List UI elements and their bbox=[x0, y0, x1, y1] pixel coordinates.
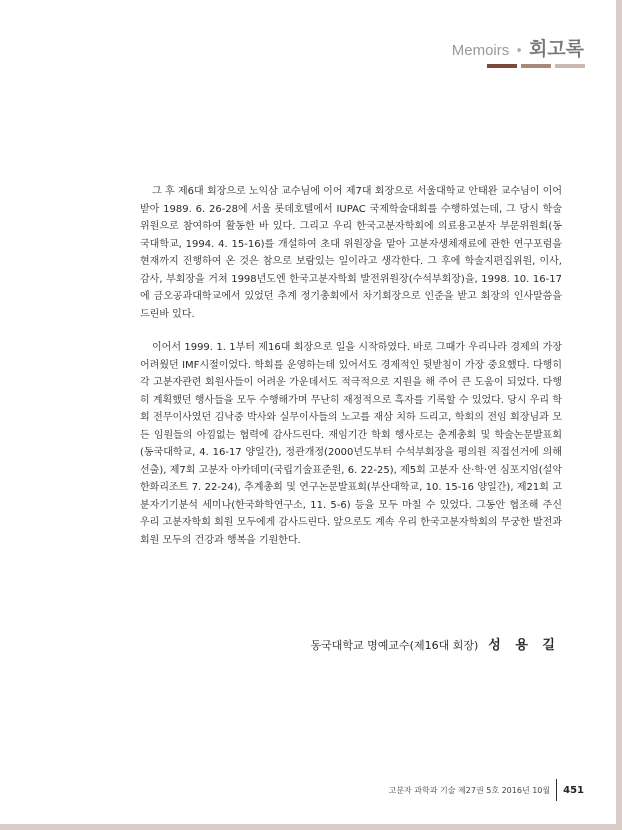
section-title-ko: 회고록 bbox=[528, 38, 584, 60]
publication-info: 고분자 과학과 기술 제27권 5호 2016년 10월 bbox=[388, 785, 551, 795]
header-separator: • bbox=[515, 44, 523, 59]
accent-bar-mid bbox=[521, 64, 551, 68]
page-border-bottom bbox=[0, 824, 622, 830]
author-signature bbox=[311, 634, 560, 653]
header-accent-bars bbox=[487, 64, 585, 68]
author-name: 성 용 길 bbox=[488, 638, 560, 653]
footer-divider bbox=[556, 779, 557, 801]
page-footer bbox=[389, 779, 584, 801]
page-border-right bbox=[616, 0, 622, 830]
paragraph-2: 이어서 1999. 1. 1부터 제16대 회장으로 일을 시작하였다. 바로 그때가 우리나라 경제의 가장 어려웠던 IMF시절이었다. 학회를 운영하는데 있어서도 경제적인 뒷받침이 가장 중요했다. 다행히 각 고분자관련 회원사들이 어려운 가운데서도 적극적으로 지원을 해 주어 큰 도움이 되었다. 다행히 계획했던 행사들을 모두 수행해가며 무난히 재정적으로 흑자를 기록할 수 있었다. 당시 우리 학회 전무이사였던 김낙중 박사와 실무이사들의 노고를 재삼 치하 드리고, 학회의 전임 회장님과 모든 임원들의 아낌없는 협력에 감사드린다. 재임기간 학회 행사로는 춘계총회 및 학술논문발표회(동국대학교, 4. 16-17 양일간), 정관개정(2000년도부터 수석부회장을 평의원 직접선거에 의해 선출), 제7회 고분자 아카데미(국립기술표준원, 6. 22-25), 제5회 고분자 산·학·연 심포지엄(설악 한화리조트 7. 22-24), 추계총회 및 연구논문발표회(부산대학교, 10. 15-16 양일간), 제21회 고분자기기분석 세미나(한국화학연구소, 11. 5-6) 등을 모두 마칠 수 있었다. 그동안 협조해 주신 우리 고분자학회 회원 모두에게 감사드린다. 앞으로도 계속 우리 한국고분자학회의 무궁한 발전과 회원 모두의 건강과 행복을 기원한다. bbox=[140, 342, 562, 546]
section-header bbox=[452, 34, 584, 61]
accent-bar-light bbox=[555, 64, 585, 68]
section-title-en: Memoirs bbox=[451, 42, 510, 59]
article-body bbox=[140, 183, 562, 565]
paragraph-1: 그 후 제6대 회장으로 노익삼 교수님에 이어 제7대 회장으로 서울대학교 안태완 교수님이 이어받아 1989. 6. 26-28에 서울 롯데호텔에서 IUPAC 국제학술대회를 수행하였는데, 그 당시 학술위원으로 참여하여 활동한 바 있다. 그리고 우리 한국고분자학회에 의료용고분자 부문위원회(동국대학교, 1994. 4. 15-16)를 개설하여 초대 위원장을 맡아 고분자생체재료에 관한 연구포럼을 현재까지 진행하여 온 것은 참으로 보람있는 일이라고 생각한다. 그 후에 학술지편집위원, 이사, 감사, 부회장을 거쳐 1998년도엔 한국고분자학회 발전위원장(수석부회장)을, 1998. 10. 16-17에 금오공과대학교에서 있었던 추계 정기총회에서 차기회장으로 인준을 받고 회장의 인사말씀을 드린바 있다. bbox=[140, 186, 562, 320]
author-affiliation: 동국대학교 명예교수(제16대 회장) bbox=[310, 639, 479, 652]
accent-bar-dark bbox=[487, 64, 517, 68]
page-number: 451 bbox=[563, 784, 584, 796]
